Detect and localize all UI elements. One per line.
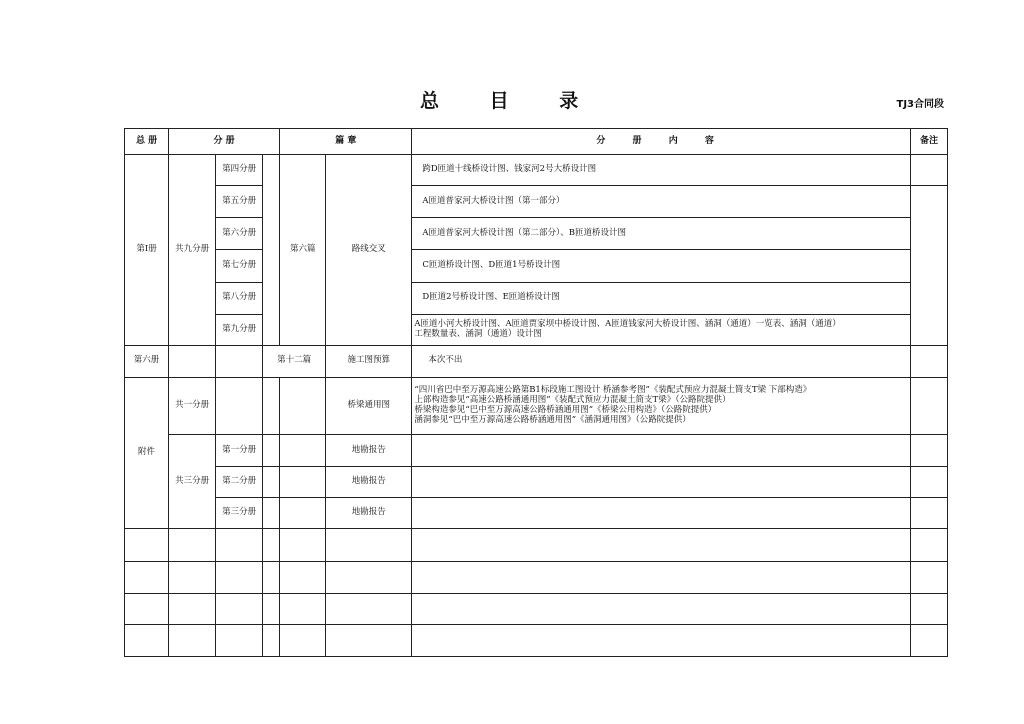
content-cell: D匝道2号桥设计图、E匝道桥设计图	[412, 282, 911, 314]
table-row	[125, 345, 948, 377]
empty-cell	[412, 561, 911, 593]
table-row	[125, 467, 948, 498]
table-row	[125, 155, 948, 186]
content-text: A匝道小河大桥设计图、A匝道贾家坝中桥设计图、A匝道钱家河大桥设计图、涵洞（通道）一览表、涵洞（通道） 工程数量表、涵洞（通道）设计图	[414, 318, 841, 339]
table-row	[125, 250, 948, 282]
empty-cell	[125, 624, 169, 656]
empty-cell	[280, 435, 326, 467]
empty-cell	[263, 467, 280, 498]
page-title: 总 目 录	[420, 90, 601, 112]
table-row	[125, 314, 948, 345]
contract-section-code: TJ3合同段	[896, 99, 944, 110]
subtotal-cell	[169, 345, 216, 377]
table-row	[125, 218, 948, 250]
blank-row	[125, 561, 948, 593]
empty-cell	[412, 624, 911, 656]
content-cell: A匝道普家河大桥设计图（第二部分）、B匝道桥设计图	[412, 218, 911, 250]
header-row	[125, 129, 948, 155]
empty-cell	[216, 593, 263, 624]
table-row	[125, 377, 948, 434]
header-sub-volume: 分 册	[169, 129, 280, 155]
empty-cell	[910, 593, 947, 624]
empty-cell	[910, 561, 947, 593]
empty-cell	[326, 593, 412, 624]
total-volume-cell: 第Ⅰ册	[125, 155, 169, 346]
empty-cell	[125, 593, 169, 624]
sub-volume-cell: 第一分册	[216, 435, 263, 467]
chapter-name-cell: 地勘报告	[326, 435, 412, 467]
empty-cell	[263, 593, 280, 624]
empty-cell	[263, 435, 280, 467]
blank-row	[125, 529, 948, 561]
empty-cell	[216, 561, 263, 593]
content-cell: 本次不出	[412, 345, 911, 377]
remarks-cell	[910, 155, 947, 186]
content-cell	[412, 435, 911, 467]
empty-cell	[326, 561, 412, 593]
empty-cell	[280, 498, 326, 529]
chapter-number-cell: 第六篇	[280, 155, 326, 346]
table-row	[125, 282, 948, 314]
empty-cell	[125, 561, 169, 593]
content-cell	[412, 377, 911, 434]
total-volume-cell: 第六册	[125, 345, 169, 377]
table-of-contents	[124, 128, 948, 657]
empty-cell	[216, 624, 263, 656]
content-cell: A匝道普家河大桥设计图（第一部分）	[412, 186, 911, 218]
blank-row	[125, 624, 948, 656]
empty-cell	[263, 377, 280, 434]
table-row	[125, 435, 948, 467]
total-volume-cell: 附件	[125, 377, 169, 529]
empty-cell	[412, 593, 911, 624]
empty-cell	[910, 529, 947, 561]
sub-volume-cell: 第六分册	[216, 218, 263, 250]
empty-cell	[169, 593, 216, 624]
empty-cell	[326, 624, 412, 656]
empty-cell	[263, 529, 280, 561]
empty-cell	[216, 529, 263, 561]
content-cell: 跨D匝道十线桥设计图、钱家河2号大桥设计图	[412, 155, 911, 186]
empty-cell	[280, 529, 326, 561]
chapter-name-cell: 地勘报告	[326, 467, 412, 498]
empty-cell	[280, 377, 326, 434]
sub-volume-cell	[216, 345, 263, 377]
remarks-cell	[910, 186, 947, 346]
chapter-name-cell: 施工图预算	[326, 345, 412, 377]
chapter-name-cell: 地勘报告	[326, 498, 412, 529]
sub-volume-cell	[216, 377, 263, 434]
empty-cell	[263, 561, 280, 593]
subtotal-cell: 共三分册	[169, 435, 216, 529]
empty-cell	[326, 529, 412, 561]
subtotal-cell: 共一分册	[169, 377, 216, 434]
empty-cell	[910, 624, 947, 656]
empty-cell	[263, 498, 280, 529]
empty-cell	[412, 529, 911, 561]
empty-cell	[280, 561, 326, 593]
empty-cell	[280, 467, 326, 498]
header-total-volume: 总 册	[125, 129, 169, 155]
header-remarks: 备注	[910, 129, 947, 155]
content-cell	[412, 498, 911, 529]
empty-cell	[263, 624, 280, 656]
remarks-cell	[910, 345, 947, 377]
table-row	[125, 186, 948, 218]
remarks-cell	[910, 467, 947, 498]
sub-volume-cell: 第三分册	[216, 498, 263, 529]
empty-cell	[169, 561, 216, 593]
blank-row	[125, 593, 948, 624]
remarks-cell	[910, 498, 947, 529]
header-content: 分 册 内 容	[412, 129, 911, 155]
content-text: “四川省巴中至万源高速公路第B1标段施工图设计 桥涵参考图”《装配式预应力混凝土简支T梁 下部构造》 上部构造参见“高速公路桥涵通用图”《装配式预应力混凝土简支T梁》（公路院提供） 桥梁构造参见“巴中至万源高速公路桥涵通用图”《桥梁公用构造》（公路院提供） 涵洞参见“巴中至万源高速公路桥涵通用图”《涵洞通用图》（公路院提供）	[414, 385, 812, 425]
content-cell	[412, 314, 911, 345]
chapter-name-cell: 路线交叉	[326, 155, 412, 346]
header-chapter: 篇 章	[280, 129, 412, 155]
chapter-number-cell: 第十二篇	[263, 345, 326, 377]
empty-cell	[280, 624, 326, 656]
sub-volume-cell: 第七分册	[216, 250, 263, 282]
content-cell: C匝道桥设计图、D匝道1号桥设计图	[412, 250, 911, 282]
content-cell	[412, 467, 911, 498]
sub-volume-cell: 第九分册	[216, 314, 263, 345]
subtotal-cell: 共九分册	[169, 155, 216, 346]
remarks-cell	[910, 435, 947, 467]
sub-volume-cell: 第八分册	[216, 282, 263, 314]
empty-cell	[125, 529, 169, 561]
empty-cell	[169, 624, 216, 656]
remarks-cell	[910, 377, 947, 434]
sub-volume-cell: 第五分册	[216, 186, 263, 218]
empty-cell	[263, 155, 280, 346]
sub-volume-cell: 第四分册	[216, 155, 263, 186]
empty-cell	[280, 593, 326, 624]
empty-cell	[169, 529, 216, 561]
chapter-name-cell: 桥梁通用图	[326, 377, 412, 434]
table-row	[125, 498, 948, 529]
sub-volume-cell: 第二分册	[216, 467, 263, 498]
